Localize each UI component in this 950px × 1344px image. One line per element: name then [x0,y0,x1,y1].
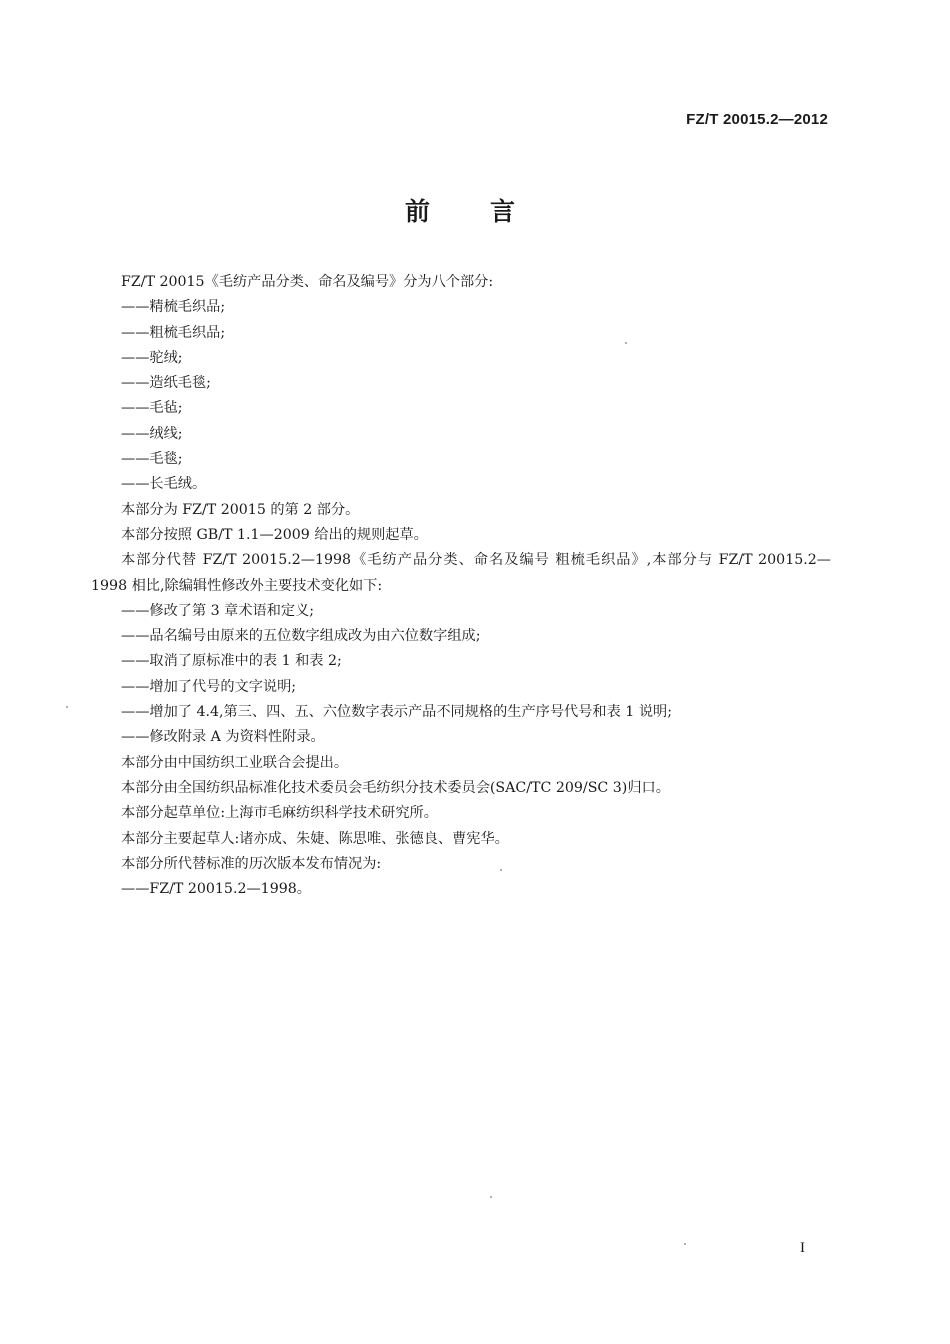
replacement-statement: 本部分代替 FZ/T 20015.2—1998《毛纺产品分类、命名及编号 粗梳毛织品》,本部分与 FZ/T 20015.2—1998 相比,除编辑性修改外主要技术变化如下: [91,552,831,594]
intro-paragraph: FZ/T 20015《毛纺产品分类、命名及编号》分为八个部分: [121,274,494,290]
part-list-item: ——造纸毛毯; [121,375,211,392]
part-list-item: ——绒线; [121,425,183,442]
drafting-rules-statement: 本部分按照 GB/T 1.1—2009 给出的规则起草。 [121,526,428,543]
scan-speck [500,869,502,871]
scan-speck [625,342,627,344]
standard-code: FZ/T 20015.2—2012 [686,111,828,128]
foreword-body [91,270,831,902]
scan-speck [490,1196,492,1198]
change-list-item: ——取消了原标准中的表 1 和表 2; [121,653,342,670]
part-list-item: ——毛毯; [121,451,183,468]
change-list-item: ——增加了代号的文字说明; [121,678,297,695]
history-statement: 本部分所代替标准的历次版本发布情况为: [121,855,382,872]
committee-statement: 本部分由全国纺织品标准化技术委员会毛纺织分技术委员会(SAC/TC 209/SC 3)归口。 [121,779,670,796]
drafters-statement: 本部分主要起草人:诸亦成、朱婕、陈思唯、张德良、曹宪华。 [121,830,509,847]
change-list-item: ——修改了第 3 章术语和定义; [121,602,315,619]
page-number: I [800,1240,805,1256]
part-list-item: ——毛毡; [121,400,183,417]
page-title: 前言 [404,197,575,226]
drafting-unit-statement: 本部分起草单位:上海市毛麻纺织科学技术研究所。 [121,805,438,822]
part-statement: 本部分为 FZ/T 20015 的第 2 部分。 [121,501,360,518]
part-list-item: ——精梳毛织品; [121,299,226,316]
change-list-item: ——增加了 4.4,第三、四、五、六位数字表示产品不同规格的生产序号代号和表 1 说明; [121,704,672,721]
history-list-item: ——FZ/T 20015.2—1998。 [121,881,311,898]
change-list-item: ——修改附录 A 为资料性附录。 [121,729,325,746]
scan-speck [684,1243,686,1245]
part-list-item: ——粗梳毛织品; [121,324,226,341]
part-list-item: ——驼绒; [121,349,183,366]
scan-speck [66,706,68,708]
part-list-item: ——长毛绒。 [121,476,207,493]
proposer-statement: 本部分由中国纺织工业联合会提出。 [121,754,349,771]
change-list-item: ——品名编号由原来的五位数字组成改为由六位数字组成; [121,628,481,645]
